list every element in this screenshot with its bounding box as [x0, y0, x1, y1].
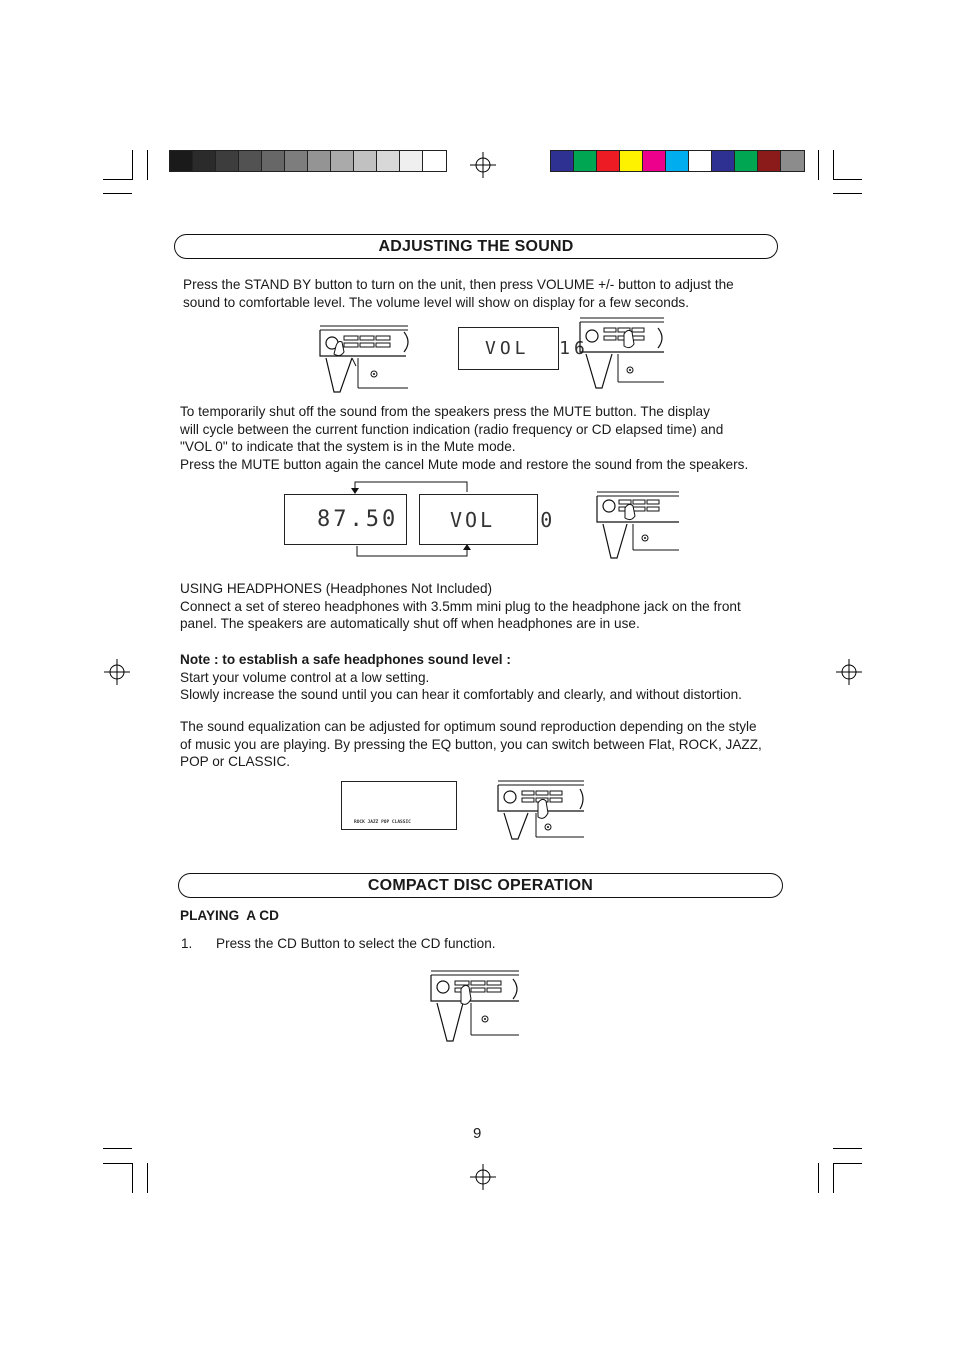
unit-cd-illustration [429, 967, 521, 1043]
lcd-display-eq [341, 781, 457, 830]
crop-mark [833, 1163, 834, 1193]
unit-mute-illustration [595, 488, 681, 560]
crop-mark [833, 1163, 862, 1164]
lcd-readout: VOL 16 [485, 338, 589, 359]
registration-mark-icon [836, 659, 862, 685]
color-swatch [666, 151, 689, 171]
crop-mark [833, 150, 834, 180]
color-swatch [216, 151, 239, 171]
process-color-bar [550, 150, 805, 172]
color-swatch [262, 151, 285, 171]
color-swatch [354, 151, 377, 171]
crop-mark [833, 193, 862, 194]
step-number: 1. [181, 936, 193, 951]
color-swatch [689, 151, 712, 171]
crop-mark [833, 179, 862, 180]
registration-mark-icon [104, 659, 130, 685]
color-swatch [735, 151, 758, 171]
section-header-cd-operation [178, 873, 783, 898]
grayscale-color-bar [169, 150, 447, 172]
lcd-eq-labels: ROCK JAZZ POP CLASSIC [354, 820, 411, 825]
registration-mark-icon [470, 1164, 496, 1190]
crop-mark [147, 1163, 148, 1193]
volume-instructions: Press the STAND BY button to turn on the unit, then press VOLUME +/- button to adjust the sound to comfortable level. The volume level will show on display for a few seconds. [183, 277, 734, 310]
section-title: COMPACT DISC OPERATION [367, 876, 594, 894]
headphones-section: USING HEADPHONES (Headphones Not Included) Connect a set of stereo headphones with 3.5mm mini plug to the headphone jack on the front panel. The speakers are automatically shut off when headphones are in use. [180, 581, 741, 631]
crop-mark [103, 1148, 132, 1149]
section-header-adjusting-sound [174, 234, 778, 259]
crop-mark [833, 1148, 862, 1149]
lcd-readout: VOL 0 [450, 508, 556, 532]
color-swatch [377, 151, 400, 171]
color-swatch [423, 151, 446, 171]
color-swatch [620, 151, 643, 171]
color-swatch [574, 151, 597, 171]
crop-mark [132, 1163, 133, 1193]
crop-mark [818, 150, 819, 180]
color-swatch [308, 151, 331, 171]
lcd-display-frequency [284, 494, 407, 545]
lcd-display-volume [458, 327, 589, 370]
crop-mark [132, 150, 133, 180]
eq-instructions: The sound equalization can be adjusted for optimum sound reproduction depending on the style of music you are playing. By pressing the EQ button, you can switch between Flat, ROCK, JAZZ, POP or CLASSIC. [180, 719, 762, 769]
lcd-readout: 87.50 [317, 507, 399, 532]
headphones-note: Note : to establish a safe headphones sound level : Start your volume control at a low setting. Slowly increase the sound until you can hear it comfortably and clearly, and without distortion. [180, 652, 742, 702]
playing-cd-subtitle: PLAYING A CD [180, 908, 279, 923]
crop-mark [103, 179, 132, 180]
color-swatch [193, 151, 216, 171]
color-swatch [643, 151, 666, 171]
mute-instructions: To temporarily shut off the sound from the speakers press the MUTE button. The display will cycle between the current function indication (radio frequency or CD elapsed time) and "VOL 0" to indicate that the system is in the Mute mode. Press the MUTE button again the cancel Mute mode and restore the sound from the speakers. [180, 404, 749, 472]
crop-mark [103, 1163, 132, 1164]
crop-mark [103, 193, 132, 194]
section-title: ADJUSTING THE SOUND [378, 237, 574, 255]
unit-standby-illustration [318, 318, 410, 394]
crop-mark [147, 150, 148, 180]
color-swatch [170, 151, 193, 171]
step-text: Press the CD Button to select the CD function. [216, 936, 496, 951]
crop-mark [818, 1163, 819, 1193]
page-number: 9 [473, 1125, 482, 1142]
color-swatch [551, 151, 574, 171]
registration-mark-icon [470, 152, 496, 178]
color-swatch [239, 151, 262, 171]
color-swatch [400, 151, 423, 171]
color-swatch [712, 151, 735, 171]
unit-eq-illustration [496, 777, 586, 843]
color-swatch [758, 151, 781, 171]
color-swatch [285, 151, 308, 171]
lcd-display-mute [419, 494, 556, 545]
color-swatch [331, 151, 354, 171]
unit-volume-illustration [578, 314, 666, 390]
color-swatch [597, 151, 620, 171]
color-swatch [781, 151, 804, 171]
